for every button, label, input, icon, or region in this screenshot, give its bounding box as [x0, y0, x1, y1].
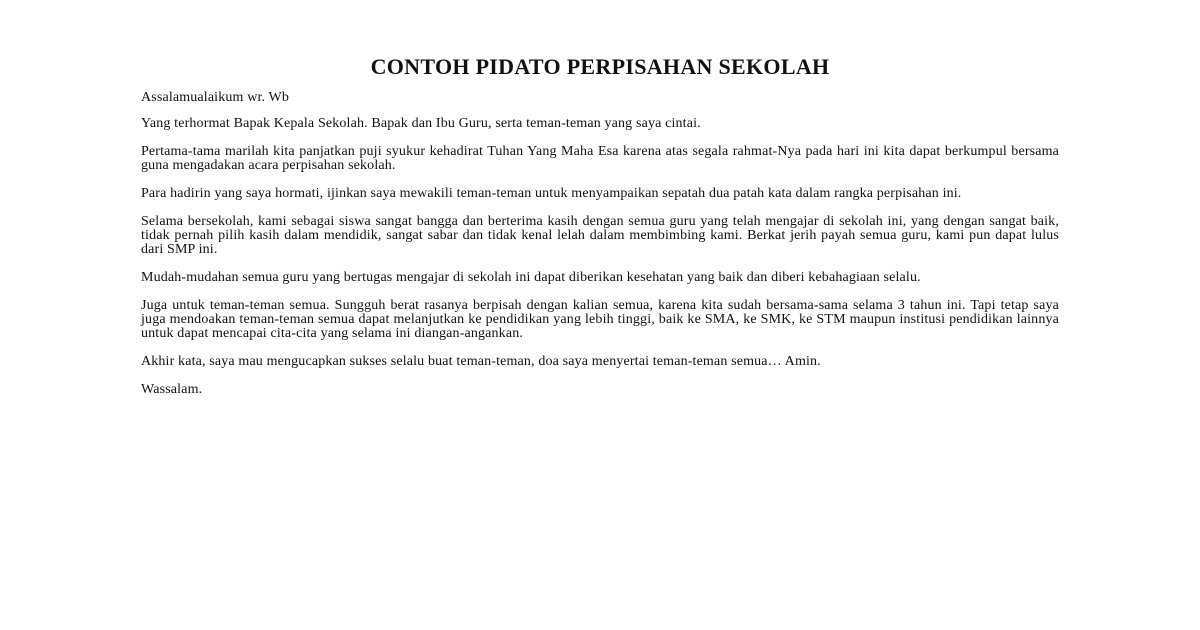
- document-page: [141, 54, 1059, 409]
- friends-paragraph: Juga untuk teman-teman semua. Sungguh berat rasanya berpisah dengan kalian semua, karena kita sudah bersama-sama selama 3 tahun ini. Tapi tetap saya juga mendoakan teman-teman semua dapat melanjutkan ke pendidikan yang lebih tinggi, baik ke SMA, ke SMK, ke STM maupun institusi pendidikan lainnya untuk dapat mencapai cita-cita yang selama ini diangan-angankan.: [141, 298, 1059, 341]
- opening-paragraph: Pertama-tama marilah kita panjatkan puji syukur kehadirat Tuhan Yang Maha Esa karena atas segala rahmat-Nya pada hari ini kita dapat berkumpul bersama guna mengadakan acara perpisahan sekolah.: [141, 144, 1059, 173]
- farewell-paragraph: Wassalam.: [141, 382, 203, 397]
- salutation-paragraph: Yang terhormat Bapak Kepala Sekolah. Bapak dan Ibu Guru, serta teman-teman yang saya cintai.: [141, 116, 701, 131]
- gratitude-paragraph: Selama bersekolah, kami sebagai siswa sangat bangga dan berterima kasih dengan semua guru yang telah mengajar di sekolah ini, yang dengan sangat baik, tidak pernah pilih kasih dalam mendidik, sangat sabar dan tidak kenal lelah dalam membimbing kami. Berkat jerih payah semua guru, kami pun dapat lulus dari SMP ini.: [141, 214, 1059, 257]
- document-title: CONTOH PIDATO PERPISAHAN SEKOLAH: [370, 54, 830, 79]
- wishes-teachers-paragraph: Mudah-mudahan semua guru yang bertugas mengajar di sekolah ini dapat diberikan kesehatan yang baik dan diberi kebahagiaan selalu.: [141, 270, 921, 285]
- greeting-paragraph: Assalamualaikum wr. Wb: [141, 90, 290, 105]
- closing-paragraph: Akhir kata, saya mau mengucapkan sukses selalu buat teman-teman, doa saya menyertai teman-teman semua… Amin.: [141, 354, 821, 369]
- introduction-paragraph: Para hadirin yang saya hormati, ijinkan saya mewakili teman-teman untuk menyampaikan sepatah dua patah kata dalam rangka perpisahan ini.: [141, 186, 962, 201]
